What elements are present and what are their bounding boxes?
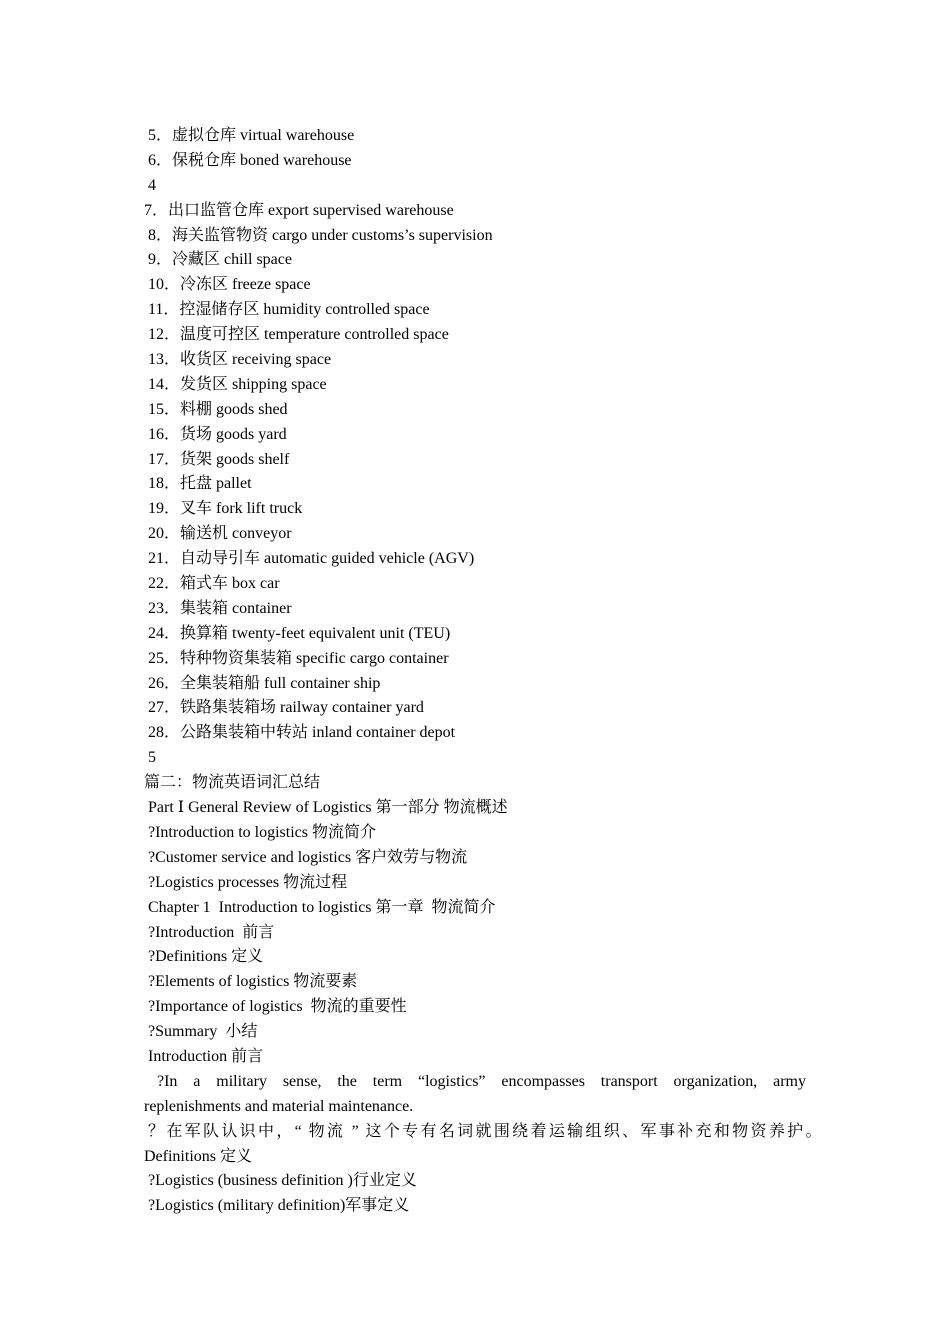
text-line: ?Introduction 前言 — [144, 923, 275, 941]
text-line: 17．货架 goods shelf — [144, 450, 290, 468]
text-line: 7．出口监管仓库 export supervised warehouse — [144, 201, 454, 219]
text-line: 19．叉车 fork lift truck — [144, 500, 303, 518]
text-line: ?Introduction to logistics 物流简介 — [144, 823, 376, 841]
text-line: 24．换算箱 twenty-feet equivalent unit (TEU) — [144, 624, 451, 642]
page-number: 5 — [144, 749, 156, 767]
text-line: ?Customer service and logistics 客户效劳与物流 — [144, 848, 468, 866]
text-line: 10．冷冻区 freeze space — [144, 276, 311, 294]
text-line: ?Importance of logistics 物流的重要性 — [144, 998, 407, 1016]
chapter-heading: Chapter 1 Introduction to logistics 第一章 物流简介 — [144, 898, 496, 916]
paragraph-en-line: replenishments and material maintenance. — [144, 1097, 414, 1115]
text-line: 16．货场 goods yard — [144, 425, 287, 443]
text-line: ?Logistics (military definition)军事定义 — [144, 1197, 410, 1215]
text-line: ?Logistics (business definition )行业定义 — [144, 1172, 417, 1190]
text-line: 8．海关监管物资 cargo under customs’s supervision — [144, 226, 493, 244]
text-line: ?Definitions 定义 — [144, 948, 264, 966]
text-line: 18．托盘 pallet — [144, 475, 252, 493]
text-line: 27．铁路集装箱场 railway container yard — [144, 699, 424, 717]
text-line: 11．控湿储存区 humidity controlled space — [144, 301, 430, 319]
document-body — [144, 124, 822, 1219]
text-line: 15．料棚 goods shed — [144, 400, 288, 418]
text-line: ?Logistics processes 物流过程 — [144, 873, 348, 891]
text-line: 6．保税仓库 boned warehouse — [144, 151, 352, 169]
text-line: 22．箱式车 box car — [144, 575, 280, 593]
text-line: 26．全集装箱船 full container ship — [144, 674, 381, 692]
text-line: Definitions 定义 — [144, 1147, 252, 1165]
paragraph-en-line: ?In a military sense, the term “logistics” encompasses transport organization, army — [157, 1072, 806, 1090]
text-line: ?Summary 小结 — [144, 1023, 258, 1041]
text-line: 12．温度可控区 temperature controlled space — [144, 326, 449, 344]
section-heading: 篇二：物流英语词汇总结 — [144, 774, 321, 792]
paragraph-cn-line: ？在军队认识中，“ 物流 ” 这个专有名词就围绕着运输组织、军事补充和物资养护。 — [148, 1122, 822, 1140]
text-line: Part Ⅰ General Review of Logistics 第一部分 物流概述 — [144, 799, 508, 817]
page-number: 4 — [144, 176, 156, 194]
text-line: 20．输送机 conveyor — [144, 525, 292, 543]
text-line: 13．收货区 receiving space — [144, 351, 332, 369]
text-line: ?Elements of logistics 物流要素 — [144, 973, 358, 991]
text-line: 5．虚拟仓库 virtual warehouse — [144, 127, 355, 144]
text-line: 9．冷藏区 chill space — [144, 251, 292, 269]
text-line: 21．自动导引车 automatic guided vehicle (AGV) — [144, 550, 475, 568]
text-line: 28．公路集装箱中转站 inland container depot — [144, 724, 456, 742]
text-line: Introduction 前言 — [144, 1047, 264, 1065]
text-line: 23．集装箱 container — [144, 599, 292, 617]
text-line: 14．发货区 shipping space — [144, 375, 327, 393]
text-line: 25．特种物资集装箱 specific cargo container — [144, 649, 449, 667]
